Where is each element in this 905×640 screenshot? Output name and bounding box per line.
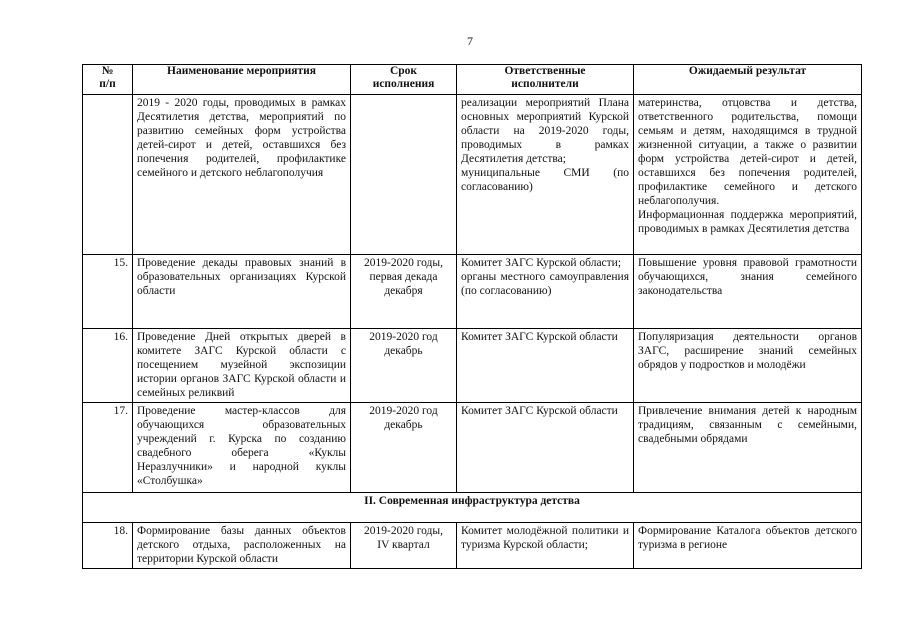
table-row [83, 523, 862, 569]
row-executors: Комитет ЗАГС Курской области [457, 403, 634, 493]
row-event-name: Проведение декады правовых знаний в образовательных организациях Курской области [133, 255, 351, 329]
row-executors: Комитет молодёжной политики и туризма Курской области; [457, 523, 634, 569]
row-term: 2019-2020 годы, первая декада декабря [351, 255, 457, 329]
events-plan-table [82, 64, 862, 569]
row-event-name: Проведение мастер-классов для обучающихся образовательных учреждений г. Курска по созданию свадебного оберега «Куклы Неразлучники» и народной куклы «Столбушка» [133, 403, 351, 493]
page-number: 7 [467, 34, 473, 48]
table-row [83, 403, 862, 493]
header-result: Ожидаемый результат [634, 65, 862, 95]
row-result: Популяризация деятельности органов ЗАГС, расширение знаний семейных обрядов у подростков и молодёжи [634, 329, 862, 403]
row-term [351, 95, 457, 255]
row-executors: Комитет ЗАГС Курской области; органы местного самоуправления (по согласованию) [457, 255, 634, 329]
header-name: Наименование мероприятия [133, 65, 351, 95]
row-num [83, 95, 133, 255]
row-event-name: Проведение Дней открытых дверей в комитете ЗАГС Курской области с посещением музейной экспозиции истории органов ЗАГС Курской области и семейных реликвий [133, 329, 351, 403]
section-title: II. Современная инфраструктура детства [83, 493, 862, 523]
header-term: Срок исполнения [351, 65, 457, 95]
row-result: Формирование Каталога объектов детского туризма в регионе [634, 523, 862, 569]
row-num: 18. [83, 523, 133, 569]
table-header-row [83, 65, 862, 95]
row-result: Повышение уровня правовой грамотности обучающихся, знания семейного законодательства [634, 255, 862, 329]
row-num: 15. [83, 255, 133, 329]
row-num: 16. [83, 329, 133, 403]
row-event-name: 2019 - 2020 годы, проводимых в рамках Десятилетия детства, мероприятий по развитию семейных форм устройства детей-сирот и детей, оставшихся без попечения родителей, профилактике семейного и детского неблагополучия [133, 95, 351, 255]
row-term: 2019-2020 год декабрь [351, 403, 457, 493]
header-executors: Ответственные исполнители [457, 65, 634, 95]
row-event-name: Формирование базы данных объектов детского отдыха, расположенных на территории Курской области [133, 523, 351, 569]
row-num: 17. [83, 403, 133, 493]
table-row [83, 95, 862, 255]
row-executors: реализации мероприятий Плана основных мероприятий Курской области на 2019-2020 годы, проводимых в рамках Десятилетия детства; муниципальные СМИ (по согласованию) [457, 95, 634, 255]
header-num: № п/п [83, 65, 133, 95]
row-executors: Комитет ЗАГС Курской области [457, 329, 634, 403]
table-row [83, 329, 862, 403]
row-result: Привлечение внимания детей к народным традициям, связанным с семейными, свадебными обрядами [634, 403, 862, 493]
table-row [83, 255, 862, 329]
row-term: 2019-2020 годы, IV квартал [351, 523, 457, 569]
section-row [83, 493, 862, 523]
row-term: 2019-2020 год декабрь [351, 329, 457, 403]
row-result: материнства, отцовства и детства, ответственного родительства, помощи семьям и детям, находящимся в трудной жизненной ситуации, а также о развитии форм устройства детей-сирот и детей, оставшихся без попечения родителей, профилактике семейного и детского неблагополучия. Информационная поддержка мероприятий, проводимых в рамках Десятилетия детства [634, 95, 862, 255]
